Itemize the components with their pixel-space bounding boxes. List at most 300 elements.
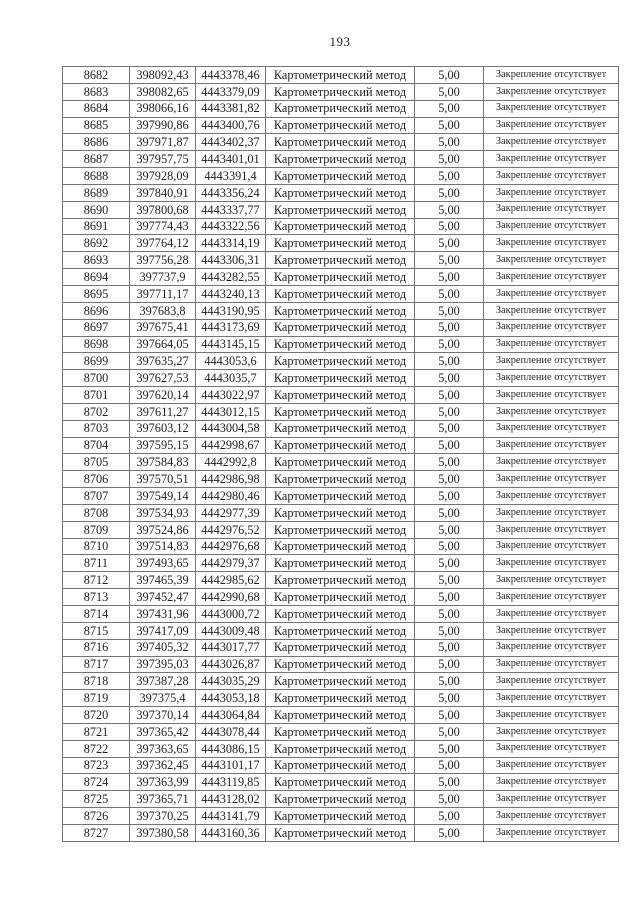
cell-method: Картометрический метод <box>266 403 415 420</box>
cell-method: Картометрический метод <box>266 302 415 319</box>
cell-coordinate-x: 397635,27 <box>130 353 196 370</box>
cell-coordinate-x: 397603,12 <box>130 420 196 437</box>
table-row <box>63 336 619 353</box>
cell-coordinate-y: 4443160,36 <box>196 824 266 841</box>
cell-point-number: 8688 <box>63 168 130 185</box>
cell-coordinate-x: 397774,43 <box>130 218 196 235</box>
cell-method: Картометрический метод <box>266 606 415 623</box>
cell-precision: 5,00 <box>415 235 484 252</box>
cell-fixation: Закрепление отсутствует <box>484 454 619 471</box>
cell-precision: 5,00 <box>415 521 484 538</box>
cell-point-number: 8695 <box>63 285 130 302</box>
cell-precision: 5,00 <box>415 589 484 606</box>
cell-coordinate-y: 4443119,85 <box>196 774 266 791</box>
cell-fixation: Закрепление отсутствует <box>484 639 619 656</box>
table-row <box>63 168 619 185</box>
cell-coordinate-x: 397365,42 <box>130 723 196 740</box>
cell-coordinate-y: 4443314,19 <box>196 235 266 252</box>
cell-coordinate-x: 397493,65 <box>130 555 196 572</box>
table-row <box>63 504 619 521</box>
cell-coordinate-x: 397375,4 <box>130 690 196 707</box>
table-row <box>63 134 619 151</box>
cell-coordinate-x: 397756,28 <box>130 252 196 269</box>
cell-precision: 5,00 <box>415 269 484 286</box>
cell-method: Картометрический метод <box>266 353 415 370</box>
cell-coordinate-y: 4443004,58 <box>196 420 266 437</box>
cell-precision: 5,00 <box>415 656 484 673</box>
cell-fixation: Закрепление отсутствует <box>484 67 619 84</box>
cell-point-number: 8701 <box>63 387 130 404</box>
cell-fixation: Закрепление отсутствует <box>484 134 619 151</box>
cell-coordinate-x: 397405,32 <box>130 639 196 656</box>
cell-coordinate-y: 4443035,29 <box>196 673 266 690</box>
cell-method: Картометрический метод <box>266 808 415 825</box>
cell-method: Картометрический метод <box>266 673 415 690</box>
cell-method: Картометрический метод <box>266 168 415 185</box>
cell-fixation: Закрепление отсутствует <box>484 201 619 218</box>
cell-fixation: Закрепление отсутствует <box>484 521 619 538</box>
cell-fixation: Закрепление отсутствует <box>484 252 619 269</box>
cell-fixation: Закрепление отсутствует <box>484 437 619 454</box>
cell-precision: 5,00 <box>415 168 484 185</box>
cell-point-number: 8700 <box>63 370 130 387</box>
cell-point-number: 8702 <box>63 403 130 420</box>
cell-fixation: Закрепление отсутствует <box>484 808 619 825</box>
cell-point-number: 8698 <box>63 336 130 353</box>
cell-method: Картометрический метод <box>266 707 415 724</box>
cell-coordinate-y: 4443053,6 <box>196 353 266 370</box>
cell-precision: 5,00 <box>415 151 484 168</box>
cell-point-number: 8721 <box>63 723 130 740</box>
cell-coordinate-x: 397370,14 <box>130 707 196 724</box>
cell-coordinate-x: 397363,99 <box>130 774 196 791</box>
cell-precision: 5,00 <box>415 740 484 757</box>
cell-fixation: Закрепление отсутствует <box>484 471 619 488</box>
cell-fixation: Закрепление отсутствует <box>484 218 619 235</box>
cell-point-number: 8689 <box>63 184 130 201</box>
cell-fixation: Закрепление отсутствует <box>484 555 619 572</box>
cell-coordinate-y: 4442980,46 <box>196 488 266 505</box>
cell-coordinate-x: 397363,65 <box>130 740 196 757</box>
cell-coordinate-x: 397675,41 <box>130 319 196 336</box>
cell-point-number: 8682 <box>63 67 130 84</box>
cell-precision: 5,00 <box>415 403 484 420</box>
cell-fixation: Закрепление отсутствует <box>484 285 619 302</box>
cell-method: Картометрический метод <box>266 67 415 84</box>
cell-coordinate-x: 397737,9 <box>130 269 196 286</box>
cell-fixation: Закрепление отсутствует <box>484 690 619 707</box>
cell-method: Картометрический метод <box>266 420 415 437</box>
cell-coordinate-y: 4443337,77 <box>196 201 266 218</box>
cell-precision: 5,00 <box>415 117 484 134</box>
cell-coordinate-x: 397664,05 <box>130 336 196 353</box>
cell-fixation: Закрепление отсутствует <box>484 606 619 623</box>
table-row <box>63 454 619 471</box>
cell-fixation: Закрепление отсутствует <box>484 353 619 370</box>
cell-method: Картометрический метод <box>266 656 415 673</box>
cell-fixation: Закрепление отсутствует <box>484 168 619 185</box>
cell-coordinate-y: 4443402,37 <box>196 134 266 151</box>
cell-fixation: Закрепление отсутствует <box>484 740 619 757</box>
cell-coordinate-x: 397620,14 <box>130 387 196 404</box>
table-row <box>63 235 619 252</box>
cell-point-number: 8714 <box>63 606 130 623</box>
cell-coordinate-x: 397570,51 <box>130 471 196 488</box>
cell-fixation: Закрепление отсутствует <box>484 538 619 555</box>
cell-fixation: Закрепление отсутствует <box>484 723 619 740</box>
cell-coordinate-x: 397380,58 <box>130 824 196 841</box>
cell-point-number: 8724 <box>63 774 130 791</box>
cell-point-number: 8720 <box>63 707 130 724</box>
cell-point-number: 8703 <box>63 420 130 437</box>
cell-precision: 5,00 <box>415 555 484 572</box>
cell-coordinate-y: 4443282,55 <box>196 269 266 286</box>
cell-method: Картометрический метод <box>266 589 415 606</box>
cell-coordinate-y: 4442998,67 <box>196 437 266 454</box>
cell-method: Картометрический метод <box>266 690 415 707</box>
table-row <box>63 100 619 117</box>
cell-coordinate-y: 4443391,4 <box>196 168 266 185</box>
cell-coordinate-x: 397584,83 <box>130 454 196 471</box>
cell-precision: 5,00 <box>415 504 484 521</box>
cell-coordinate-y: 4443000,72 <box>196 606 266 623</box>
cell-coordinate-x: 397990,86 <box>130 117 196 134</box>
cell-fixation: Закрепление отсутствует <box>484 83 619 100</box>
cell-precision: 5,00 <box>415 184 484 201</box>
cell-point-number: 8719 <box>63 690 130 707</box>
cell-point-number: 8717 <box>63 656 130 673</box>
cell-precision: 5,00 <box>415 707 484 724</box>
cell-precision: 5,00 <box>415 370 484 387</box>
table-row <box>63 471 619 488</box>
cell-fixation: Закрепление отсутствует <box>484 151 619 168</box>
cell-fixation: Закрепление отсутствует <box>484 824 619 841</box>
cell-coordinate-x: 397611,27 <box>130 403 196 420</box>
table-row <box>63 117 619 134</box>
cell-method: Картометрический метод <box>266 723 415 740</box>
cell-fixation: Закрепление отсутствует <box>484 302 619 319</box>
cell-point-number: 8715 <box>63 622 130 639</box>
cell-precision: 5,00 <box>415 723 484 740</box>
cell-coordinate-y: 4443017,77 <box>196 639 266 656</box>
cell-fixation: Закрепление отсутствует <box>484 572 619 589</box>
table-row <box>63 151 619 168</box>
table-row <box>63 757 619 774</box>
cell-coordinate-x: 397764,12 <box>130 235 196 252</box>
cell-coordinate-y: 4442976,68 <box>196 538 266 555</box>
cell-point-number: 8693 <box>63 252 130 269</box>
cell-method: Картометрический метод <box>266 824 415 841</box>
cell-method: Картометрический метод <box>266 774 415 791</box>
cell-coordinate-x: 397362,45 <box>130 757 196 774</box>
cell-method: Картометрический метод <box>266 622 415 639</box>
table-row <box>63 707 619 724</box>
cell-point-number: 8706 <box>63 471 130 488</box>
cell-coordinate-y: 4443101,17 <box>196 757 266 774</box>
cell-method: Картометрический метод <box>266 218 415 235</box>
coordinates-table <box>62 66 619 842</box>
table-row <box>63 269 619 286</box>
table-row <box>63 218 619 235</box>
cell-coordinate-y: 4443128,02 <box>196 791 266 808</box>
cell-precision: 5,00 <box>415 387 484 404</box>
cell-method: Картометрический метод <box>266 387 415 404</box>
cell-coordinate-y: 4442985,62 <box>196 572 266 589</box>
cell-fixation: Закрепление отсутствует <box>484 403 619 420</box>
cell-coordinate-y: 4442976,52 <box>196 521 266 538</box>
cell-coordinate-x: 397465,39 <box>130 572 196 589</box>
cell-coordinate-x: 397387,28 <box>130 673 196 690</box>
cell-fixation: Закрепление отсутствует <box>484 336 619 353</box>
cell-method: Картометрический метод <box>266 538 415 555</box>
cell-coordinate-y: 4442986,98 <box>196 471 266 488</box>
page-number: 193 <box>329 34 351 49</box>
cell-method: Картометрический метод <box>266 252 415 269</box>
cell-precision: 5,00 <box>415 336 484 353</box>
cell-precision: 5,00 <box>415 791 484 808</box>
table-row <box>63 437 619 454</box>
cell-coordinate-x: 397957,75 <box>130 151 196 168</box>
cell-method: Картометрический метод <box>266 184 415 201</box>
cell-precision: 5,00 <box>415 218 484 235</box>
cell-point-number: 8687 <box>63 151 130 168</box>
cell-method: Картометрический метод <box>266 269 415 286</box>
cell-coordinate-y: 4442990,68 <box>196 589 266 606</box>
cell-method: Картометрический метод <box>266 437 415 454</box>
cell-coordinate-x: 397370,25 <box>130 808 196 825</box>
cell-fixation: Закрепление отсутствует <box>484 319 619 336</box>
cell-method: Картометрический метод <box>266 151 415 168</box>
cell-coordinate-x: 397800,68 <box>130 201 196 218</box>
cell-fixation: Закрепление отсутствует <box>484 589 619 606</box>
table-row <box>63 387 619 404</box>
cell-precision: 5,00 <box>415 622 484 639</box>
cell-coordinate-x: 397840,91 <box>130 184 196 201</box>
table-row <box>63 673 619 690</box>
cell-coordinate-y: 4443009,48 <box>196 622 266 639</box>
cell-fixation: Закрепление отсутствует <box>484 488 619 505</box>
cell-precision: 5,00 <box>415 437 484 454</box>
cell-coordinate-x: 397928,09 <box>130 168 196 185</box>
cell-point-number: 8716 <box>63 639 130 656</box>
cell-method: Картометрический метод <box>266 639 415 656</box>
table-row <box>63 285 619 302</box>
cell-precision: 5,00 <box>415 67 484 84</box>
coordinates-table-body <box>63 67 619 842</box>
cell-method: Картометрический метод <box>266 740 415 757</box>
cell-fixation: Закрепление отсутствует <box>484 100 619 117</box>
cell-coordinate-x: 397395,03 <box>130 656 196 673</box>
cell-point-number: 8690 <box>63 201 130 218</box>
cell-fixation: Закрепление отсутствует <box>484 370 619 387</box>
cell-point-number: 8704 <box>63 437 130 454</box>
table-row <box>63 370 619 387</box>
cell-point-number: 8713 <box>63 589 130 606</box>
cell-coordinate-x: 397417,09 <box>130 622 196 639</box>
cell-coordinate-y: 4443053,18 <box>196 690 266 707</box>
cell-point-number: 8711 <box>63 555 130 572</box>
cell-method: Картометрический метод <box>266 521 415 538</box>
cell-precision: 5,00 <box>415 420 484 437</box>
cell-point-number: 8697 <box>63 319 130 336</box>
cell-coordinate-x: 397365,71 <box>130 791 196 808</box>
cell-coordinate-y: 4442979,37 <box>196 555 266 572</box>
cell-coordinate-y: 4443086,15 <box>196 740 266 757</box>
cell-coordinate-x: 397549,14 <box>130 488 196 505</box>
cell-coordinate-y: 4443379,09 <box>196 83 266 100</box>
cell-method: Картометрический метод <box>266 100 415 117</box>
table-row <box>63 184 619 201</box>
cell-fixation: Закрепление отсутствует <box>484 656 619 673</box>
cell-method: Картометрический метод <box>266 370 415 387</box>
cell-coordinate-x: 397452,47 <box>130 589 196 606</box>
cell-point-number: 8727 <box>63 824 130 841</box>
cell-coordinate-x: 398082,65 <box>130 83 196 100</box>
cell-method: Картометрический метод <box>266 555 415 572</box>
cell-point-number: 8696 <box>63 302 130 319</box>
table-row <box>63 791 619 808</box>
cell-precision: 5,00 <box>415 201 484 218</box>
cell-point-number: 8718 <box>63 673 130 690</box>
cell-fixation: Закрепление отсутствует <box>484 184 619 201</box>
cell-coordinate-x: 397534,93 <box>130 504 196 521</box>
table-row <box>63 589 619 606</box>
cell-method: Картометрический метод <box>266 791 415 808</box>
cell-precision: 5,00 <box>415 252 484 269</box>
table-row <box>63 639 619 656</box>
cell-coordinate-y: 4443400,76 <box>196 117 266 134</box>
table-row <box>63 740 619 757</box>
cell-method: Картометрический метод <box>266 201 415 218</box>
cell-method: Картометрический метод <box>266 134 415 151</box>
cell-point-number: 8685 <box>63 117 130 134</box>
cell-fixation: Закрепление отсутствует <box>484 622 619 639</box>
cell-coordinate-x: 397514,83 <box>130 538 196 555</box>
table-row <box>63 319 619 336</box>
cell-precision: 5,00 <box>415 302 484 319</box>
cell-precision: 5,00 <box>415 100 484 117</box>
cell-precision: 5,00 <box>415 471 484 488</box>
cell-point-number: 8708 <box>63 504 130 521</box>
cell-point-number: 8692 <box>63 235 130 252</box>
cell-precision: 5,00 <box>415 774 484 791</box>
cell-precision: 5,00 <box>415 488 484 505</box>
cell-method: Картометрический метод <box>266 117 415 134</box>
cell-point-number: 8723 <box>63 757 130 774</box>
cell-coordinate-y: 4442977,39 <box>196 504 266 521</box>
cell-coordinate-y: 4443145,15 <box>196 336 266 353</box>
table-row <box>63 521 619 538</box>
table-row <box>63 353 619 370</box>
cell-precision: 5,00 <box>415 285 484 302</box>
cell-fixation: Закрепление отсутствует <box>484 387 619 404</box>
cell-coordinate-x: 397627,53 <box>130 370 196 387</box>
cell-precision: 5,00 <box>415 572 484 589</box>
cell-method: Картометрический метод <box>266 235 415 252</box>
cell-fixation: Закрепление отсутствует <box>484 420 619 437</box>
cell-coordinate-y: 4443012,15 <box>196 403 266 420</box>
cell-point-number: 8705 <box>63 454 130 471</box>
cell-point-number: 8699 <box>63 353 130 370</box>
cell-point-number: 8712 <box>63 572 130 589</box>
cell-coordinate-y: 4443035,7 <box>196 370 266 387</box>
cell-coordinate-x: 398092,43 <box>130 67 196 84</box>
cell-coordinate-y: 4443356,24 <box>196 184 266 201</box>
cell-fixation: Закрепление отсутствует <box>484 791 619 808</box>
cell-precision: 5,00 <box>415 454 484 471</box>
cell-precision: 5,00 <box>415 757 484 774</box>
table-row <box>63 302 619 319</box>
cell-precision: 5,00 <box>415 808 484 825</box>
table-row <box>63 606 619 623</box>
cell-coordinate-y: 4443381,82 <box>196 100 266 117</box>
cell-point-number: 8683 <box>63 83 130 100</box>
table-row <box>63 67 619 84</box>
cell-precision: 5,00 <box>415 606 484 623</box>
cell-point-number: 8684 <box>63 100 130 117</box>
cell-point-number: 8691 <box>63 218 130 235</box>
cell-point-number: 8686 <box>63 134 130 151</box>
table-row <box>63 420 619 437</box>
table-row <box>63 555 619 572</box>
cell-fixation: Закрепление отсутствует <box>484 269 619 286</box>
cell-coordinate-y: 4443401,01 <box>196 151 266 168</box>
table-row <box>63 252 619 269</box>
cell-coordinate-x: 397971,87 <box>130 134 196 151</box>
table-row <box>63 824 619 841</box>
cell-coordinate-x: 397683,8 <box>130 302 196 319</box>
cell-fixation: Закрепление отсутствует <box>484 117 619 134</box>
cell-precision: 5,00 <box>415 690 484 707</box>
cell-method: Картометрический метод <box>266 454 415 471</box>
table-row <box>63 656 619 673</box>
cell-method: Картометрический метод <box>266 471 415 488</box>
cell-coordinate-y: 4443322,56 <box>196 218 266 235</box>
table-row <box>63 403 619 420</box>
cell-point-number: 8722 <box>63 740 130 757</box>
cell-method: Картометрический метод <box>266 319 415 336</box>
cell-coordinate-y: 4443026,87 <box>196 656 266 673</box>
table-row <box>63 201 619 218</box>
cell-fixation: Закрепление отсутствует <box>484 504 619 521</box>
cell-precision: 5,00 <box>415 673 484 690</box>
cell-coordinate-x: 397431,96 <box>130 606 196 623</box>
cell-precision: 5,00 <box>415 824 484 841</box>
cell-fixation: Закрепление отсутствует <box>484 774 619 791</box>
cell-point-number: 8694 <box>63 269 130 286</box>
cell-point-number: 8709 <box>63 521 130 538</box>
cell-coordinate-y: 4443378,46 <box>196 67 266 84</box>
cell-point-number: 8726 <box>63 808 130 825</box>
cell-method: Картометрический метод <box>266 336 415 353</box>
cell-coordinate-x: 397595,15 <box>130 437 196 454</box>
table-row <box>63 690 619 707</box>
table-row <box>63 808 619 825</box>
cell-coordinate-y: 4443173,69 <box>196 319 266 336</box>
cell-coordinate-y: 4443190,95 <box>196 302 266 319</box>
cell-coordinate-y: 4443078,44 <box>196 723 266 740</box>
table-row <box>63 622 619 639</box>
cell-fixation: Закрепление отсутствует <box>484 707 619 724</box>
cell-precision: 5,00 <box>415 83 484 100</box>
table-row <box>63 774 619 791</box>
cell-method: Картометрический метод <box>266 83 415 100</box>
cell-coordinate-x: 398066,16 <box>130 100 196 117</box>
table-row <box>63 488 619 505</box>
cell-coordinate-x: 397524,86 <box>130 521 196 538</box>
cell-method: Картометрический метод <box>266 504 415 521</box>
cell-point-number: 8710 <box>63 538 130 555</box>
